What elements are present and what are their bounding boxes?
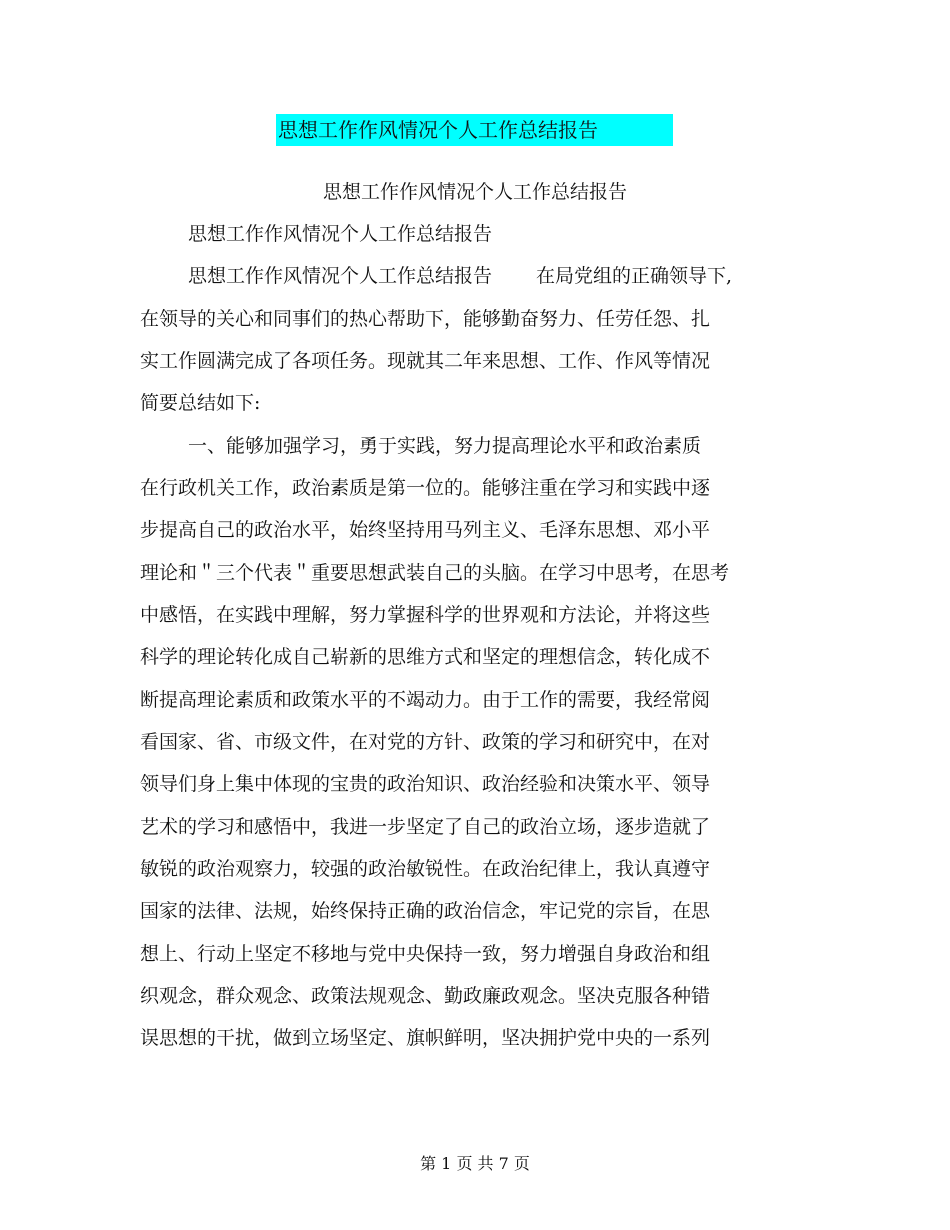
body-line: 领导们身上集中体现的宝贵的政治知识、政治经验和决策水平、领导: [140, 773, 711, 795]
paragraph-line: 实工作圆满完成了各项任务。现就其二年来思想、工作、作风等情况: [140, 350, 711, 372]
paragraph-line: 简要总结如下:: [140, 392, 261, 414]
body-line: 在行政机关工作，政治素质是第一位的。能够注重在学习和实践中逐: [140, 477, 711, 499]
body-line: 步提高自己的政治水平，始终坚持用马列主义、毛泽东思想、邓小平: [140, 519, 711, 541]
body-line: 看国家、省、市级文件，在对党的方针、政策的学习和研究中，在对: [140, 731, 711, 753]
body-line: 艺术的学习和感悟中，我进一步坚定了自己的政治立场，逐步造就了: [140, 816, 711, 838]
paragraph-line-rest: 在局党组的正确领导下,: [536, 265, 733, 287]
section-heading: 一、能够加强学习，勇于实践，努力提高理论水平和政治素质: [188, 435, 702, 457]
document-title: 思想工作作风情况个人工作总结报告: [276, 114, 673, 146]
body-line: 中感悟，在实践中理解，努力掌握科学的世界观和方法论，并将这些: [140, 604, 711, 626]
body-line: 理论和＂三个代表＂重要思想武装自己的头脑。在学习中思考，在思考: [140, 562, 730, 584]
heading-repeat: 思想工作作风情况个人工作总结报告: [188, 223, 493, 245]
paragraph-line: 在领导的关心和同事们的热心帮助下，能够勤奋努力、任劳任怨、扎: [140, 308, 711, 330]
body-line: 断提高理论素质和政策水平的不竭动力。由于工作的需要，我经常阅: [140, 689, 711, 711]
page-footer: 第 1 页 共 7 页: [420, 1154, 530, 1173]
body-line: 敏锐的政治观察力，较强的政治敏锐性。在政治纪律上，我认真遵守: [140, 858, 711, 880]
body-line: 误思想的干扰，做到立场坚定、旗帜鲜明，坚决拥护党中央的一系列: [140, 1027, 711, 1049]
body-line: 科学的理论转化成自己崭新的思维方式和坚定的理想信念，转化成不: [140, 646, 711, 668]
body-line: 织观念，群众观念、政策法规观念、勤政廉政观念。坚决克服各种错: [140, 985, 711, 1007]
body-line: 想上、行动上坚定不移地与党中央保持一致，努力增强自身政治和组: [140, 943, 711, 965]
paragraph-line: [188, 262, 732, 290]
body-line: 国家的法律、法规，始终保持正确的政治信念，牢记党的宗旨，在思: [140, 900, 711, 922]
document-subtitle: 思想工作作风情况个人工作总结报告: [322, 181, 627, 203]
paragraph-lead: 思想工作作风情况个人工作总结报告: [188, 265, 493, 287]
